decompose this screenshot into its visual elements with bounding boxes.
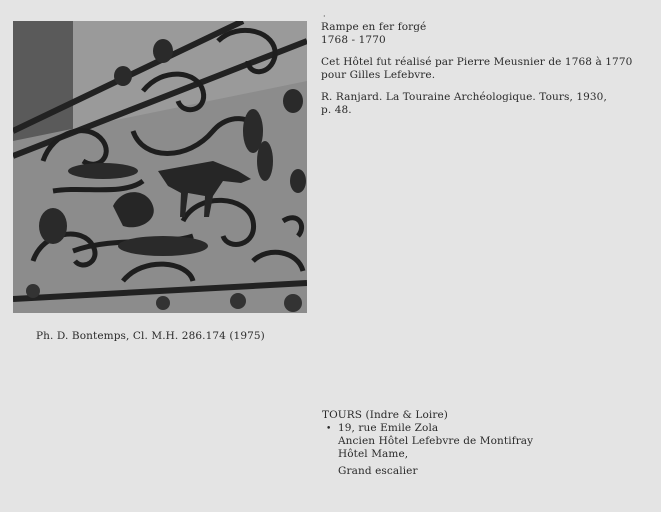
caption-description-2: pour Gilles Lefebvre. bbox=[321, 69, 436, 81]
mark-dot: · bbox=[323, 12, 326, 21]
location-part: Grand escalier bbox=[338, 465, 418, 477]
mark-bullet: • bbox=[326, 424, 332, 434]
location-block bbox=[322, 409, 533, 478]
caption-block bbox=[321, 21, 632, 117]
railing-photo bbox=[13, 21, 307, 313]
location-building-1: Ancien Hôtel Lefebvre de Montifray bbox=[338, 435, 534, 447]
caption-title: Rampe en fer forgé bbox=[321, 21, 427, 33]
caption-description-1: Cet Hôtel fut réalisé par Pierre Meusnier de 1768 à 1770 bbox=[321, 56, 633, 68]
caption-reference-1: R. Ranjard. La Touraine Archéologique. Tours, 1930, bbox=[321, 91, 607, 103]
location-address: 19, rue Emile Zola bbox=[338, 422, 439, 434]
wrought-iron-image bbox=[13, 21, 307, 313]
caption-reference-2: p. 48. bbox=[321, 104, 352, 116]
location-city: TOURS (Indre & Loire) bbox=[322, 409, 448, 421]
caption-dates: 1768 - 1770 bbox=[321, 34, 386, 46]
location-building-2: Hôtel Mame, bbox=[338, 448, 409, 460]
photo-credit: Ph. D. Bontemps, Cl. M.H. 286.174 (1975) bbox=[36, 330, 265, 342]
